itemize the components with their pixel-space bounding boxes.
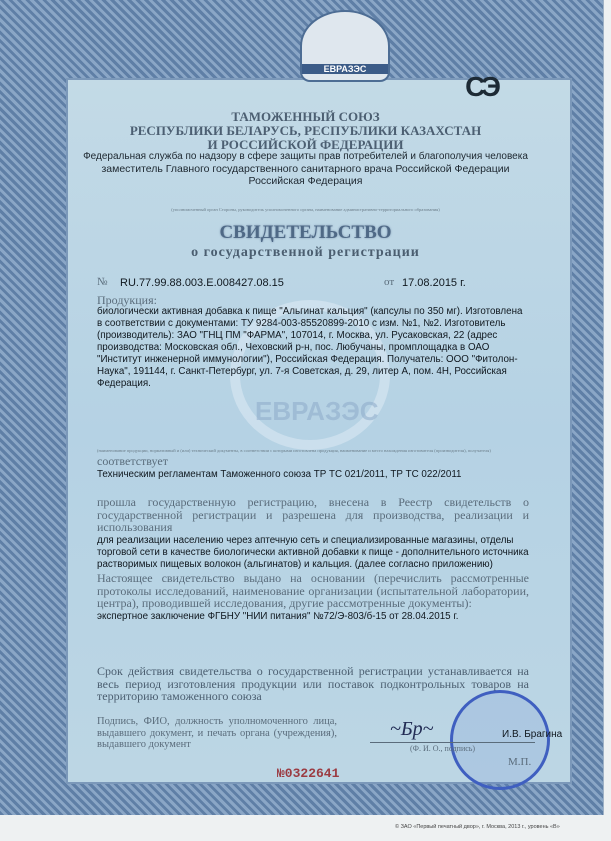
basis-label: Настоящее свидетельство выдано на основании (перечислить рассмотренные протоколы исследований, наименование организации (испытательной лаборатории, центра), проводившей исследования, другие рассмотренные документы): xyxy=(97,571,529,610)
authority-line-1: Федеральная служба по надзору в сфере защиты прав потребителей и благополучия человека xyxy=(83,151,528,162)
authority-line-3: Российская Федерация xyxy=(248,175,363,187)
header-line-3: И РОССИЙСКОЙ ФЕДЕРАЦИИ xyxy=(207,137,404,152)
watermark-text: ЕВРАЗЭС xyxy=(255,396,379,426)
product-label: Продукция: xyxy=(97,293,157,307)
certificate-number: RU.77.99.88.003.Е.008427.08.15 xyxy=(120,277,284,289)
validity-text: Срок действия свидетельства о государственной регистрации устанавливается на весь период изготовления продукции или поставок подконтрольных товаров на территорию таможенного союза xyxy=(97,664,529,703)
product-caption: (наименование продукции, нормативный и (или) технический документы, в соответствии с которыми изготовлена продукция, наименование и место нахождения изготовителя (производителя), получателя) xyxy=(97,448,491,453)
number-label: № xyxy=(97,276,108,288)
signature-line xyxy=(370,742,535,743)
fio-caption: (Ф. И. О., подпись) xyxy=(410,744,476,753)
signature-scribble: ~Бр~ xyxy=(390,718,434,740)
printer-imprint: © ЗАО «Первый печатный двор», г. Москва, 2013 г., уровень «В» xyxy=(395,824,560,830)
authority-line-2: заместитель Главного государственного санитарного врача Российской Федерации xyxy=(101,163,510,175)
signatory-name: И.В. Брагина xyxy=(502,729,563,740)
serial-number: №0322641 xyxy=(277,766,340,781)
authority-caption: (уполномоченный орган Стороны, руководитель уполномоченного органа, наименование административно-территориального образования) xyxy=(171,207,440,212)
basis-text: экспертное заключение ФГБНУ "НИИ питания" №72/Э-803/б-15 от 28.04.2015 г. xyxy=(97,611,459,622)
registered-text: для реализации населению через аптечную сеть и специализированные магазины, отделы торговой сети в качестве биологически активной добавки к пище - дополнительного источника растворимых пищевых волокон (альгинатов) и кальция. (далее согласно приложению) xyxy=(97,535,529,570)
seal-caption: М.П. xyxy=(508,756,532,768)
certificate-date: 17.08.2015 г. xyxy=(402,277,466,289)
registered-label: прошла государственную регистрацию, внесена в Реестр свидетельств о государственной регистрации и разрешена для производства, реализации и использования xyxy=(97,495,529,534)
signature-label: Подпись, ФИО, должность уполномоченного лица, выдавшего документ, и печать органа (учреждения), выдавшего документ xyxy=(97,716,337,750)
emblem-text: ЕВРАЗЭС xyxy=(302,64,388,74)
conforms-text: Техническим регламентам Таможенного союза ТР ТС 021/2011, ТР ТС 022/2011 xyxy=(97,469,462,480)
header-line-2: РЕСПУБЛИКИ БЕЛАРУСЬ, РЕСПУБЛИКИ КАЗАХСТАН xyxy=(129,123,482,138)
date-label: от xyxy=(384,276,395,288)
eurasec-emblem xyxy=(300,10,390,82)
conforms-label: соответствует xyxy=(97,454,168,468)
document-title: СВИДЕТЕЛЬСТВО xyxy=(219,222,392,243)
header-line-1: ТАМОЖЕННЫЙ СОЮЗ xyxy=(231,109,380,124)
sanitary-mark-icon: СЭ xyxy=(465,71,497,102)
document-subtitle: о государственной регистрации xyxy=(191,245,420,260)
product-text: биологически активная добавка к пище "Альгинат кальция" (капсулы по 350 мг). Изготовлена в соответствии с документами: ТУ 9284-003-85520899-2010 с изм. №1, №2. Изготовитель (производитель): ЗАО "ГНЦ ПМ "ФАРМА", 107014, г. Москва, ул. Русаковская, 22 (адрес производства: Московская обл., Чеховский р-н, пос. Любучаны, промплощадка в ОАО "Институт инженерной иммунологии"), Российская Федерация. Получатель: ООО "Фитолон-Наука", 191144, г. Санкт-Петербург, ул. 7-я Советская, д. 29, литер А, пом. 4Н, Российская Федерация. xyxy=(97,306,523,389)
